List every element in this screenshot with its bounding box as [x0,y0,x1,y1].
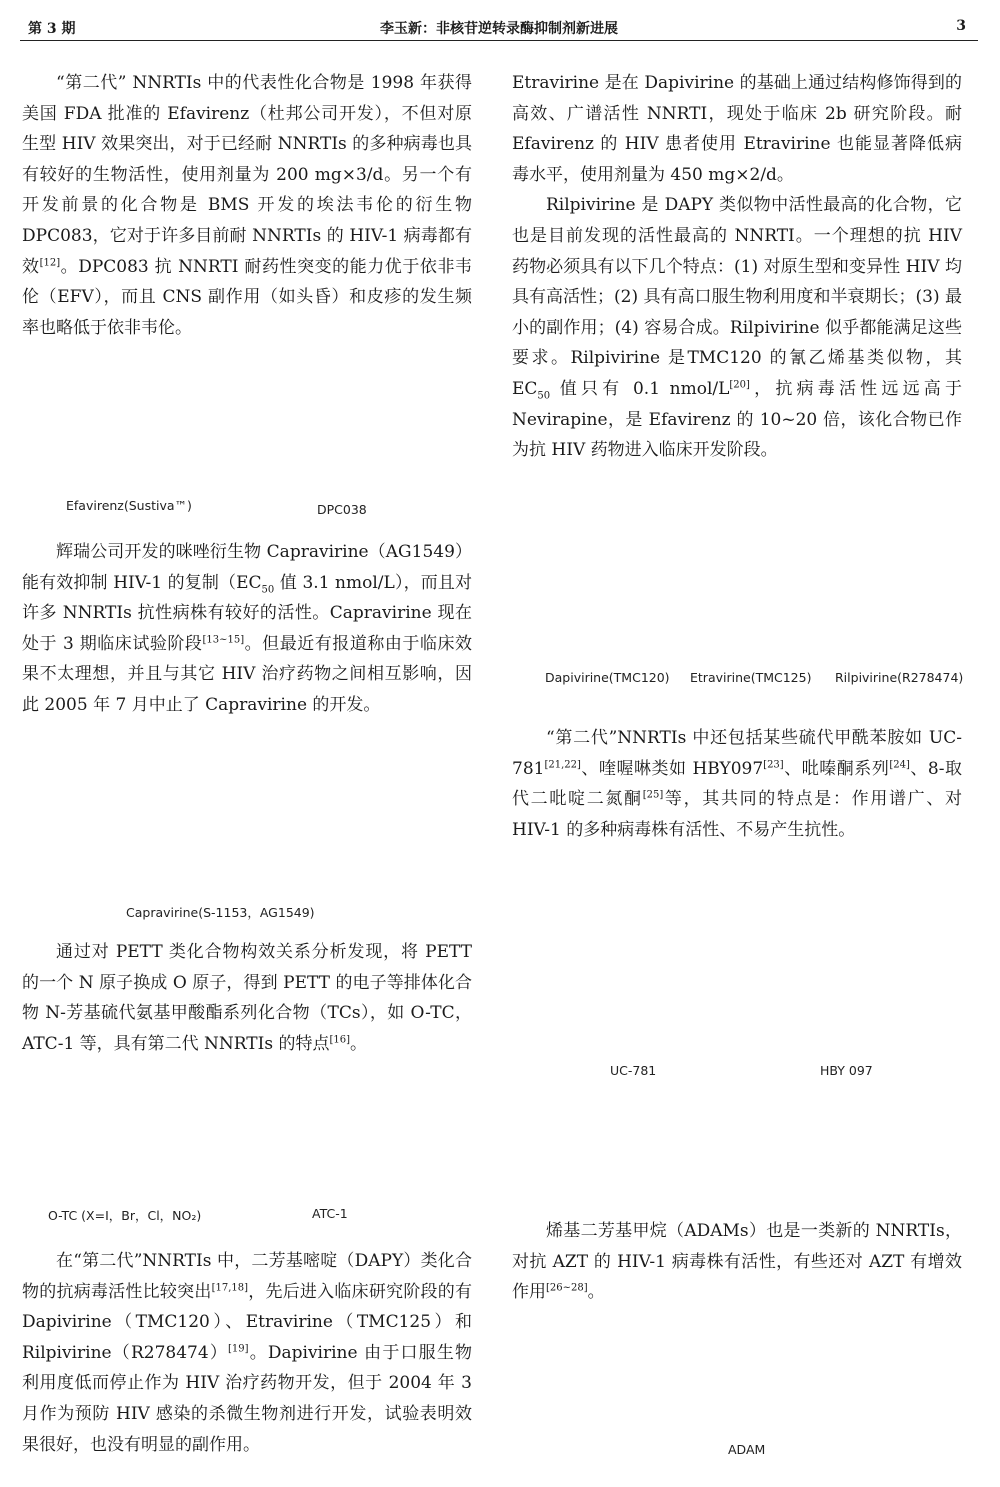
running-title: 李玉新：非核苷逆转录酶抑制剂新进展 [380,21,618,37]
caption-otc: O-TC (X=I，Br，Cl，NO₂) [48,1208,202,1223]
caption-atc1: ATC-1 [312,1206,348,1221]
running-header [20,14,978,41]
caption-uc781: UC-781 [610,1063,657,1078]
figure-capravirine [110,760,370,925]
right-column-block-1 [512,68,962,466]
figure-uc781-hby097 [520,880,980,1085]
caption-adam: ADAM [728,1442,766,1457]
left-column-block-2 [22,537,472,721]
paragraph-second-gen: “第二代”NNRTIs 中还包括某些硫代甲酰苯胺如 UC-781[21,22]、喹喔啉类如 HBY097[23]、吡嗪酮系列[24]、8-取代二吡啶二氮酮[25]等，其共同的特点是：作用谱广、对 HIV-1 的多种病毒株有活性、不易产生抗性。 [512,728,963,840]
left-column-block-3 [22,937,472,1059]
page-number: 3 [956,18,966,34]
caption-efavirenz: Efavirenz(Sustiva™) [66,498,192,513]
caption-dapivirine: Dapivirine(TMC120) [545,670,670,685]
paragraph-capravirine: 辉瑞公司开发的咪唑衍生物 Capravirine（AG1549）能有效抑制 HIV-1 的复制（$EC_{50}$ 值 3.1 nmol/L），而且对许多 NNRTIs 抗性病株有较好的活性。Capravirine 现在处于 3 期临床试验阶段[13~15]。但最近有报道称由于临床效果不太理想，并且与其它 HIV 治疗药物之间相互影响，因此 2005 年 7 月中止了 Capravirine 的开发。 [22,542,473,715]
paragraph-dapy: 在“第二代”NNRTIs 中，二芳基嘧啶（DAPY）类化合物的抗病毒活性比较突出[17,18]，先后进入临床研究阶段的有 Dapivirine（TMC120）、Etravirine（TMC125）和 Rilpivirine（R278474）[19]。Dapivirine 由于口服生物利用度低而停止作为 HIV 治疗药物开发，但于 2004 年 3 月作为预防 HIV 感染的杀微生物剂进行开发，试验表明效果很好，也没有明显的副作用。 [22,1251,473,1455]
figure-otc-atc [20,1108,475,1228]
left-column-block-1 [22,68,472,343]
caption-dpc038: DPC038 [317,502,367,517]
left-column-block-4 [22,1246,472,1460]
paragraph-rilpivirine: Rilpivirine 是 DAPY 类似物中活性最高的化合物，它也是目前发现的活性最高的 NNRTI。一个理想的抗 HIV 药物必须具有以下几个特点：(1) 对原生型和变异性 HIV 均具有高活性；(2) 具有高口服生物利用度和半衰期长；(3) 最小的副作用；(4) 容易合成。Rilpivirine 似乎都能满足这些要求。Rilpivirine 是TMC120 的氰乙烯基类似物，其 $EC_{50}$ 值只有 0.1 nmol/L[20]，抗病毒活性远远高于 Nevirapine，是 Efavirenz 的 10~20 倍，该化合物已作为抗 HIV 药物进入临床开发阶段。 [512,195,962,461]
issue-number: 第 3 期 [28,21,76,37]
paragraph-tcs: 通过对 PETT 类化合物构效关系分析发现，将 PETT 的一个 N 原子换成 O 原子，得到 PETT 的电子等排体化合物 N-芳基硫代氨基甲酸酯系列化合物（TCs），如 O-TC，ATC-1 等，具有第二代 NNRTIs 的特点[16]。 [22,942,472,1054]
paragraph-efavirenz: “第二代” NNRTIs 中的代表性化合物是 1998 年获得美国 FDA 批准的 Efavirenz（杜邦公司开发），不但对原生型 HIV 效果突出，对于已经耐 NNRTIs 的多种病毒也具有较好的生物活性，使用剂量为 200 mg×3/d。另一个有开发前景的化合物是 BMS 开发的埃法韦伦的衍生物 DPC083，它对于许多目前耐 NNRTIs 的 HIV-1 病毒都有效[12]。DPC083 抗 NNRTI 耐药性突变的能力优于依非韦伦（EFV），而且 CNS 副作用（如头昏）和皮疹的发生频率也略低于依非韦伦。 [22,73,473,338]
right-column-block-2 [512,723,962,845]
caption-etravirine: Etravirine(TMC125) [690,670,812,685]
paragraph-etravirine: Etravirine 是在 Dapivirine 的基础上通过结构修饰得到的高效、广谱活性 NNRTI，现处于临床 2b 研究阶段。耐 Efavirenz 的 HIV 患者使用 Etravirine 也能显著降低病毒水平，使用剂量为 450 mg×2/d。 [512,73,962,185]
figure-efavirenz-dpc [40,392,470,522]
figure-dapy [520,500,980,690]
right-column-block-3 [512,1216,962,1308]
figure-adam [650,1300,870,1480]
caption-rilpivirine: Rilpivirine(R278474) [835,670,964,685]
caption-capravirine: Capravirine(S-1153，AG1549) [126,905,315,920]
caption-hby097: HBY 097 [820,1063,873,1078]
paragraph-adams: 烯基二芳基甲烷（ADAMs）也是一类新的 NNRTIs，对抗 AZT 的 HIV-1 病毒株有活性，有些还对 AZT 有增效作用[26~28]。 [512,1221,962,1303]
